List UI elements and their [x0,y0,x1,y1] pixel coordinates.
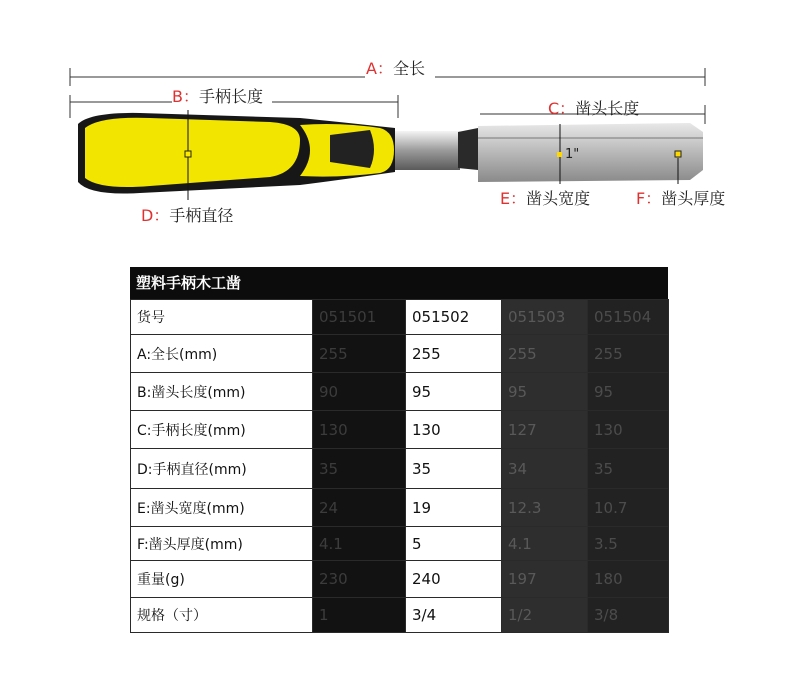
cell-model-4: 10.7 [588,489,669,527]
chisel [78,113,703,194]
row-label: A:全长(mm) [131,335,313,373]
cell-model-4: 3.5 [588,527,669,561]
cell-model-3: 127 [502,411,588,449]
cell-model-2: 19 [406,489,502,527]
label-b [172,88,263,106]
cell-model-4: 051504 [588,300,669,335]
row-label: B:凿头长度(mm) [131,373,313,411]
table-row [131,335,669,373]
cell-model-3: 12.3 [502,489,588,527]
cell-model-4: 95 [588,373,669,411]
label-f [636,190,725,208]
table-row [131,300,669,335]
cell-model-4: 130 [588,411,669,449]
cell-model-1: 051501 [313,300,406,335]
label-d-text: 手柄直径 [169,206,234,225]
cell-model-3: 255 [502,335,588,373]
label-e-text: 凿头宽度 [526,189,591,208]
cell-model-3: 1/2 [502,598,588,633]
label-f-key: F： [636,189,662,208]
label-c [548,100,639,118]
cell-model-2: 240 [406,561,502,598]
cell-model-3: 051503 [502,300,588,335]
table-row [131,489,669,527]
row-label: 重量(g) [131,561,313,598]
label-c-text: 凿头长度 [575,99,640,118]
label-a-key: A： [366,59,393,78]
cell-model-2: 5 [406,527,502,561]
cell-model-1: 4.1 [313,527,406,561]
cell-model-2: 35 [406,449,502,489]
label-d-key: D： [141,206,170,225]
chisel-dimension-diagram [0,0,790,250]
cell-model-3: 34 [502,449,588,489]
cell-model-1: 1 [313,598,406,633]
row-label: D:手柄直径(mm) [131,449,313,489]
label-b-text: 手柄长度 [198,87,263,106]
row-label: C:手柄长度(mm) [131,411,313,449]
cell-model-1: 35 [313,449,406,489]
marker-e [557,152,562,157]
spec-grid [130,299,669,633]
cell-model-1: 24 [313,489,406,527]
cell-model-1: 90 [313,373,406,411]
chisel-illustration [0,0,790,250]
cell-model-2: 3/4 [406,598,502,633]
table-row [131,411,669,449]
cell-model-1: 255 [313,335,406,373]
table-row [131,449,669,489]
cell-model-2: 051502 [406,300,502,335]
blade-size-mark: 1" [565,147,580,162]
table-row [131,598,669,633]
cell-model-3: 95 [502,373,588,411]
row-label: E:凿头宽度(mm) [131,489,313,527]
row-label: 货号 [131,300,313,335]
cell-model-2: 255 [406,335,502,373]
label-b-key: B： [172,87,199,106]
cell-model-2: 95 [406,373,502,411]
row-label: 规格（寸） [131,598,313,633]
cell-model-3: 197 [502,561,588,598]
label-e-key: E： [500,189,527,208]
table-row [131,561,669,598]
cell-model-1: 230 [313,561,406,598]
cell-model-3: 4.1 [502,527,588,561]
label-e [500,190,590,208]
cell-model-4: 255 [588,335,669,373]
label-a-text: 全长 [392,59,425,78]
cell-model-1: 130 [313,411,406,449]
spec-table [130,267,668,633]
cell-model-4: 3/8 [588,598,669,633]
cell-model-4: 180 [588,561,669,598]
marker-f [675,151,681,157]
table-row [131,527,669,561]
cell-model-4: 35 [588,449,669,489]
table-title: 塑料手柄木工凿 [130,267,668,299]
cell-model-2: 130 [406,411,502,449]
label-c-key: C： [548,99,576,118]
row-label: F:凿头厚度(mm) [131,527,313,561]
marker-d [185,151,191,157]
label-f-text: 凿头厚度 [661,189,726,208]
label-a [366,60,425,78]
table-row [131,373,669,411]
label-d [141,207,233,225]
